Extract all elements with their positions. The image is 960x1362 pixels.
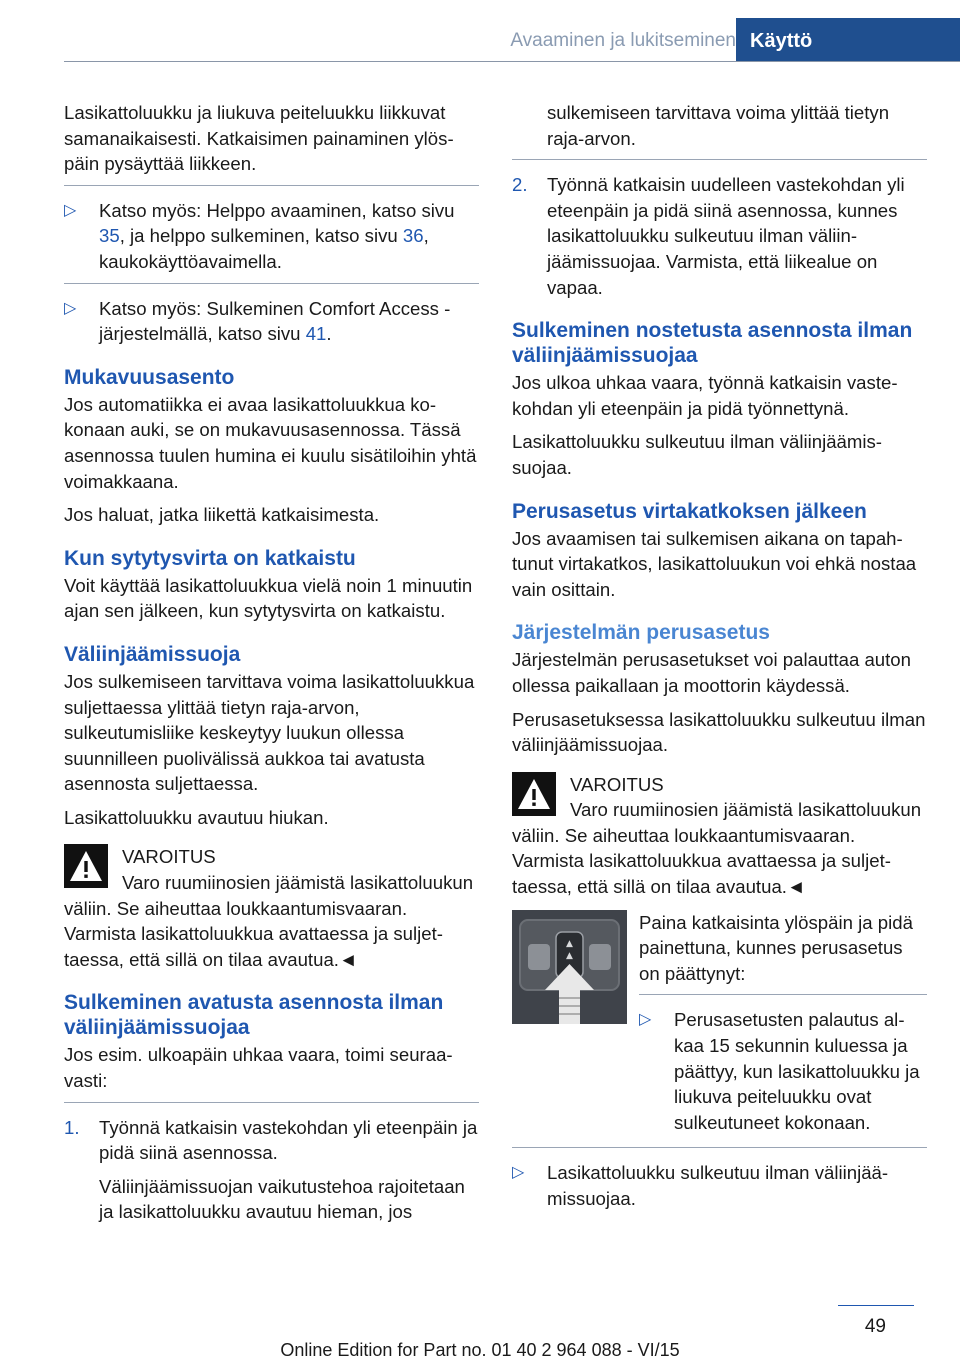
svg-text:▲: ▲: [566, 950, 573, 961]
heading-jarjestelman-perusasetus: Järjestelmän perusasetus: [512, 621, 770, 645]
chapter-tab[interactable]: Käyttö: [736, 18, 960, 62]
page-number: 49: [864, 1316, 886, 1337]
warning-box: [512, 772, 927, 900]
warning-triangle-icon: [64, 844, 108, 888]
paragraph: Jos sulkemiseen tarvittava voima lasikattoluukkua suljettaessa ylittää tietyn raja-arvon, sulkeutumisliike keskeytyy luukun ollessa suunnilleen puolivälissä aukkoa tai avatusta asennosta suljettaessa.: [64, 670, 475, 795]
bullet-item: ▷ Lasikattoluukku sulkeutuu ilman väliinjäämissuojaa.: [512, 1162, 889, 1209]
paragraph: Jos avaamisen tai sulkemisen aikana on tapahtunut virtakatkos, lasikattoluukun voi ehkä nostaa vain osittain.: [512, 527, 917, 600]
page-ref-link[interactable]: 36: [402, 225, 424, 247]
warning-triangle-icon: [512, 772, 556, 816]
paragraph: Jos haluat, jatka liikettä katkaisimesta.: [64, 504, 380, 526]
paragraph: Lasikattoluukku sulkeutuu ilman väliinjäämissuojaa.: [512, 431, 882, 478]
paragraph: Jos automatiikka ei avaa lasikattoluukkua kokonaan auki, se on mukavuusasennossa. Tässä asennossa tuulen humina ei kuulu sisätiloihin yhtä voimakkaana.: [64, 393, 477, 492]
warning-box: [64, 844, 479, 972]
step-number: 2.: [512, 174, 528, 196]
heading-nostetusta-asennosta: Sulkeminen nostetusta asennosta ilman väliinjäämissuojaa: [512, 319, 913, 368]
divider: [512, 159, 927, 160]
triangle-bullet-icon: ▷: [512, 1164, 525, 1182]
step-number: 1.: [64, 1116, 80, 1138]
warning-title: VAROITUS: [122, 846, 216, 868]
section-title: Avaaminen ja lukitseminen: [510, 30, 736, 51]
divider: [64, 1102, 479, 1103]
paragraph: Järjestelmän perusasetukset voi palauttaa auton ollessa paikallaan ja moottorin käydessä.: [512, 649, 911, 696]
figure-block: [512, 910, 927, 1144]
footer-rule: [838, 1305, 914, 1306]
warning-text: Varo ruumiinosien jäämistä lasikattoluukun väliin. Se aiheuttaa loukkaantumisvaaran. Varmista lasikattoluukkua avattaessa ja suljettaessa, että sillä on tilaa avautua.◄: [64, 872, 474, 970]
step-subtext-continued: sulkemiseen tarvittava voima ylittää tietyn raja-arvon.: [547, 102, 890, 149]
page-ref-link[interactable]: 41: [305, 323, 327, 345]
warning-text: Varo ruumiinosien jäämistä lasikattoluukun väliin. Se aiheuttaa loukkaantumisvaaran. Varmista lasikattoluukkua avattaessa ja suljettaessa, että sillä on tilaa avautua.◄: [512, 799, 922, 898]
divider: [64, 185, 479, 186]
bullet-item: ▷ Katso myös: Helppo avaaminen, katso sivu 35, ja helppo sulkeminen, katso sivu 36, kaukokäyttöavaimella.: [64, 199, 455, 272]
paragraph: Jos esim. ulkoapäin uhkaa vaara, toimi seuraavasti:: [64, 1044, 453, 1092]
warning-title: VAROITUS: [570, 773, 664, 795]
paragraph: Lasikattoluukku avautuu hiukan.: [64, 806, 329, 828]
heading-valiinjaamissuoja: Väliinjäämissuoja: [64, 642, 241, 666]
paragraph: Paina katkaisinta ylöspäin ja pidä painettuna, kunnes perusasetus on päättynyt:: [639, 911, 913, 984]
paragraph: Jos ulkoa uhkaa vaara, työnnä katkaisin vastekohdan yli eteenpäin ja pidä työnnettynä.: [512, 372, 898, 419]
heading-sytytysvirta: Kun sytytysvirta on katkaistu: [64, 546, 356, 570]
heading-mukavuusasento: Mukavuusasento: [64, 365, 235, 389]
page-header: [0, 0, 960, 62]
edition-note: Online Edition for Part no. 01 40 2 964 088 - VI/15: [280, 1340, 680, 1360]
right-column: [512, 100, 927, 1220]
left-column: [64, 100, 479, 1233]
triangle-bullet-icon: ▷: [64, 299, 77, 317]
bullet-item: ▷ Perusasetusten palautus alkaa 15 sekunnin kuluessa ja päättyy, kun lasikattoluukku ja liukuva peiteluukku ovat sulkeutuneet kokonaan.: [639, 1009, 920, 1133]
divider: [64, 283, 479, 284]
numbered-step: 1. Työnnä katkaisin vastekohdan yli eteenpäin ja pidä siinä asennossa.: [64, 1116, 478, 1164]
divider: [639, 994, 927, 995]
paragraph: Perusasetuksessa lasikattoluukku sulkeutuu ilman väliinjäämissuojaa.: [512, 708, 926, 756]
paragraph: Voit käyttää lasikattoluukkua vielä noin 1 minuutin ajan sen jälkeen, kun sytytysvirta on katkaistu.: [64, 574, 473, 622]
bullet-item: ▷ Katso myös: Sulkeminen Comfort Access -järjestelmällä, katso sivu 41.: [64, 297, 451, 345]
svg-text:▲: ▲: [566, 938, 573, 949]
numbered-step: 2. Työnnä katkaisin uudelleen vastekohdan yli eteenpäin ja pidä siinä asennossa, kunnes lasikattoluukku sulkeutuu ilman väliinjäämissuojaa. Varmista, että liikealue on vapaa.: [512, 174, 905, 298]
triangle-bullet-icon: ▷: [64, 201, 77, 219]
heading-perusasetus-virtakatkos: Perusasetus virtakatkoksen jälkeen: [512, 499, 867, 523]
roof-switch-illustration: [512, 910, 627, 1024]
intro-paragraph: Lasikattoluukku ja liukuva peiteluukku liikkuvat samanaikaisesti. Katkaisimen painaminen ylöspäin pysäyttää liikkeen.: [64, 102, 454, 175]
divider: [512, 1147, 927, 1148]
triangle-bullet-icon: ▷: [639, 1011, 652, 1029]
heading-avatusta-asennosta: Sulkeminen avatusta asennosta ilman väliinjäämissuojaa: [64, 991, 444, 1040]
figure-caption: [639, 910, 927, 1144]
page-ref-link[interactable]: 35: [99, 225, 120, 247]
step-subtext: Väliinjäämissuojan vaikutustehoa rajoitetaan ja lasikattoluukku avautuu hieman, jos: [99, 1175, 465, 1223]
header-rule: [64, 61, 960, 62]
